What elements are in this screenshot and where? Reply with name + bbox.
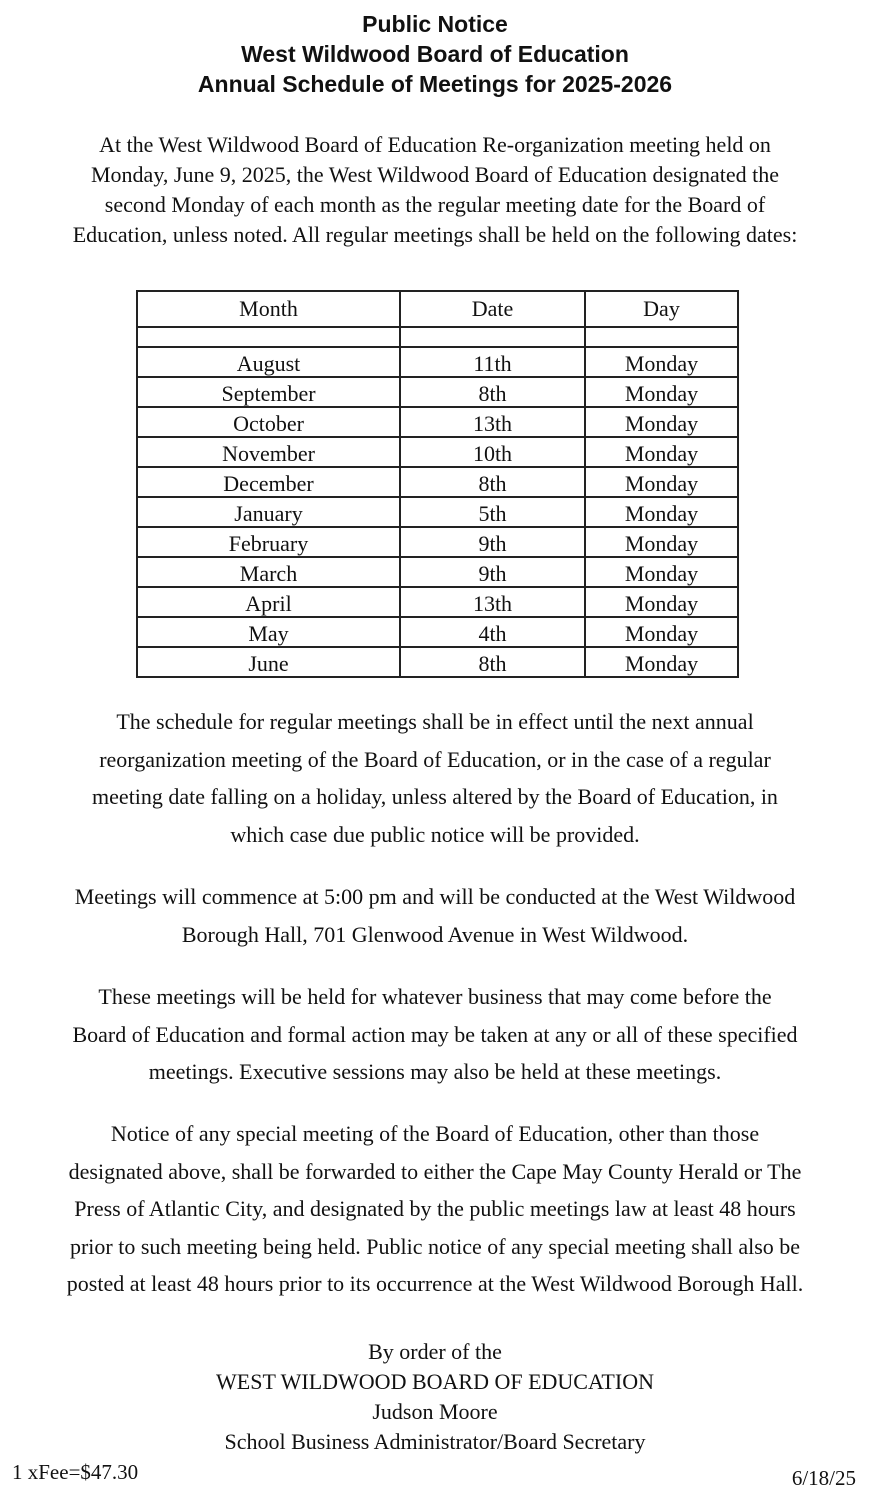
day-cell: Monday <box>585 377 738 407</box>
day-cell: Monday <box>585 647 738 677</box>
month-cell: March <box>137 557 400 587</box>
table-row <box>137 377 738 407</box>
date-cell: 8th <box>400 647 585 677</box>
month-cell: June <box>137 647 400 677</box>
signature-line: School Business Administrator/Board Secretary <box>224 1429 646 1454</box>
table-header-row <box>137 291 738 327</box>
date-cell: 13th <box>400 407 585 437</box>
effect-paragraph <box>10 703 860 853</box>
publication-date: 6/18/25 <box>791 1466 856 1490</box>
day-cell: Monday <box>585 527 738 557</box>
table-row <box>137 617 738 647</box>
paragraph-line: These meetings will be held for whatever business that may come before the <box>98 984 772 1009</box>
spacer-cell <box>400 327 585 347</box>
intro-line: At the West Wildwood Board of Education Re-organization meeting held on <box>99 132 771 157</box>
date-cell: 9th <box>400 557 585 587</box>
day-cell: Monday <box>585 347 738 377</box>
title-line: Annual Schedule of Meetings for 2025-2026 <box>197 71 673 97</box>
paragraph-line: Meetings will commence at 5:00 pm and will be conducted at the West Wildwood <box>74 884 796 909</box>
date-cell: 9th <box>400 527 585 557</box>
column-header-month: Month <box>137 291 400 327</box>
special-meeting-paragraph <box>10 1115 860 1303</box>
intro-line: Education, unless noted. All regular meetings shall be held on the following dates: <box>72 222 798 247</box>
paragraph-line: designated above, shall be forwarded to either the Cape May County Herald or The <box>68 1158 802 1184</box>
table-spacer-row <box>137 327 738 347</box>
day-cell: Monday <box>585 467 738 497</box>
notice-title <box>0 9 870 99</box>
fee-note: 1 xFee=$47.30 <box>12 1460 139 1484</box>
month-cell: May <box>137 617 400 647</box>
table-row <box>137 467 738 497</box>
month-cell: April <box>137 587 400 617</box>
paragraph-line: The schedule for regular meetings shall be in effect until the next annual <box>116 709 754 734</box>
title-line: West Wildwood Board of Education <box>241 41 629 67</box>
month-cell: September <box>137 377 400 407</box>
title-line: Public Notice <box>362 11 508 37</box>
day-cell: Monday <box>585 407 738 437</box>
date-cell: 8th <box>400 377 585 407</box>
signature-line: Judson Moore <box>372 1399 498 1424</box>
date-cell: 10th <box>400 437 585 467</box>
table-row <box>137 347 738 377</box>
day-cell: Monday <box>585 557 738 587</box>
paragraph-line: Press of Atlantic City, and designated by the public meetings law at least 48 hours <box>74 1196 796 1221</box>
table-row <box>137 407 738 437</box>
month-cell: January <box>137 497 400 527</box>
paragraph-line: prior to such meeting being held. Public notice of any special meeting shall also be <box>69 1233 801 1259</box>
spacer-cell <box>585 327 738 347</box>
day-cell: Monday <box>585 437 738 467</box>
location-paragraph <box>10 878 860 953</box>
meeting-schedule-table <box>136 290 739 678</box>
day-cell: Monday <box>585 497 738 527</box>
date-cell: 8th <box>400 467 585 497</box>
paragraph-line: posted at least 48 hours prior to its occurrence at the West Wildwood Borough Hall. <box>66 1271 804 1296</box>
intro-line: Monday, June 9, 2025, the West Wildwood Board of Education designated the <box>91 162 779 187</box>
date-cell: 5th <box>400 497 585 527</box>
signature-line: By order of the <box>368 1339 502 1364</box>
table-row <box>137 557 738 587</box>
month-cell: December <box>137 467 400 497</box>
table-row <box>137 497 738 527</box>
intro-line: second Monday of each month as the regular meeting date for the Board of <box>104 192 766 217</box>
paragraph-line: Notice of any special meeting of the Board of Education, other than those <box>110 1121 760 1146</box>
paragraph-line: Borough Hall, 701 Glenwood Avenue in West Wildwood. <box>181 921 689 947</box>
column-header-day: Day <box>585 291 738 327</box>
date-cell: 4th <box>400 617 585 647</box>
spacer-cell <box>137 327 400 347</box>
day-cell: Monday <box>585 617 738 647</box>
business-paragraph <box>10 978 860 1091</box>
table-row <box>137 647 738 677</box>
date-cell: 11th <box>400 347 585 377</box>
signature-block <box>0 1337 870 1457</box>
paragraph-line: which case due public notice will be provided. <box>230 821 640 847</box>
table-row <box>137 437 738 467</box>
day-cell: Monday <box>585 587 738 617</box>
paragraph-line: reorganization meeting of the Board of Education, or in the case of a regular <box>99 746 771 772</box>
paragraph-line: meetings. Executive sessions may also be held at these meetings. <box>148 1059 722 1084</box>
month-cell: November <box>137 437 400 467</box>
column-header-date: Date <box>400 291 585 327</box>
month-cell: August <box>137 347 400 377</box>
table-row <box>137 527 738 557</box>
month-cell: October <box>137 407 400 437</box>
intro-paragraph <box>10 130 860 250</box>
date-cell: 13th <box>400 587 585 617</box>
signature-line: WEST WILDWOOD BOARD OF EDUCATION <box>216 1369 654 1394</box>
month-cell: February <box>137 527 400 557</box>
table-row <box>137 587 738 617</box>
paragraph-line: meeting date falling on a holiday, unless altered by the Board of Education, in <box>92 784 778 809</box>
paragraph-line: Board of Education and formal action may be taken at any or all of these specified <box>72 1021 798 1047</box>
